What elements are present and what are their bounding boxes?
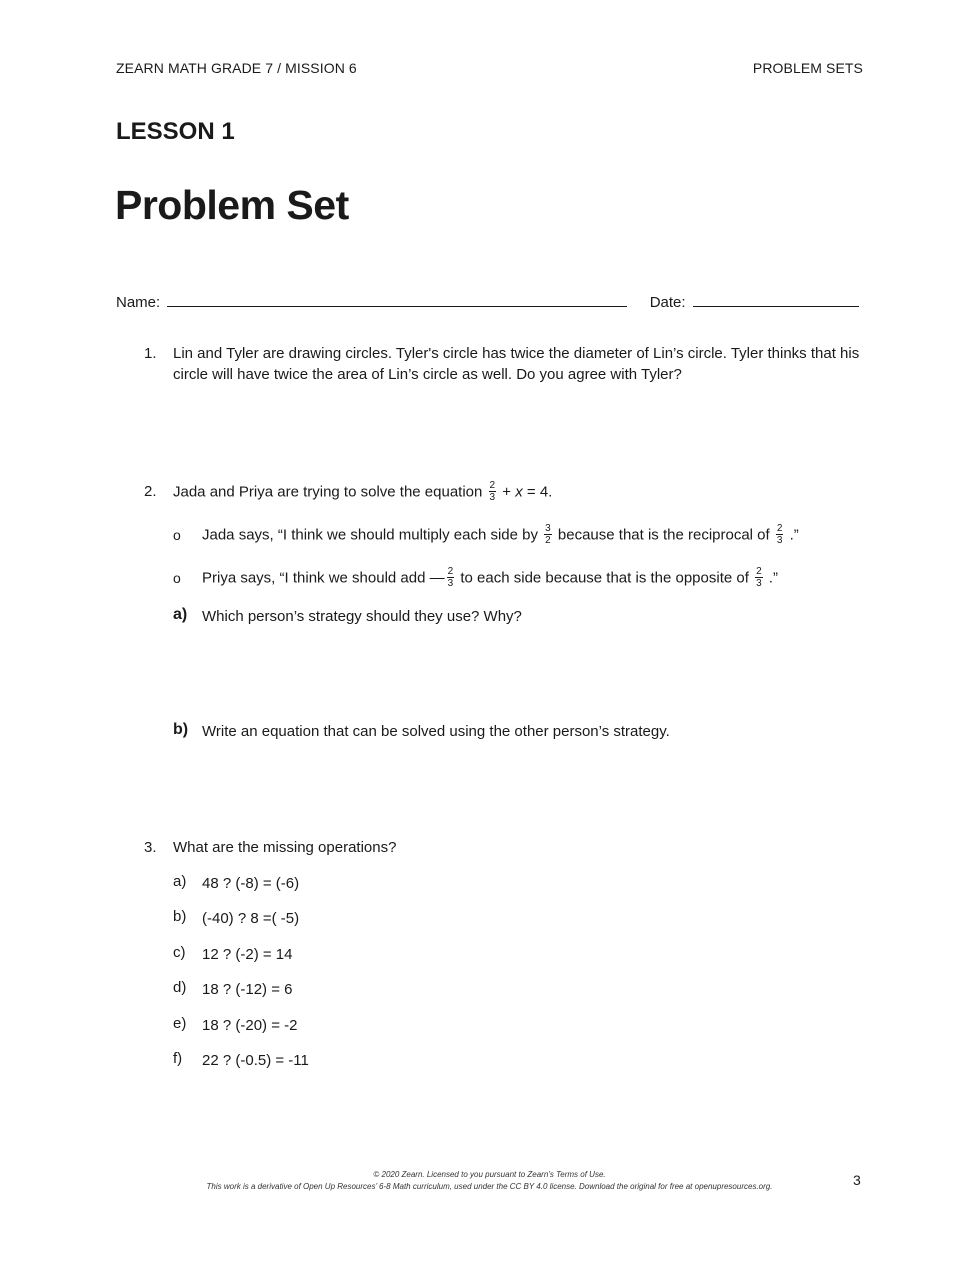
q3-item-text: 22 ? (-0.5) = -11 bbox=[202, 1052, 309, 1069]
fraction: $\frac{2}{3}$ bbox=[447, 566, 454, 589]
q2b-label: b) bbox=[173, 721, 189, 738]
q3-item-label: a) bbox=[173, 873, 187, 890]
lesson-heading: LESSON 1 bbox=[116, 118, 235, 145]
q3-item-text: 18 ? (-20) = -2 bbox=[202, 1017, 298, 1034]
q2b-text: Write an equation that can be solved using the other person’s strategy. bbox=[202, 723, 670, 740]
q3-item-label: c) bbox=[173, 944, 186, 961]
header-section-title: PROBLEM SETS bbox=[752, 60, 863, 76]
fraction: $\frac{3}{2}$ bbox=[545, 523, 551, 546]
name-date-row bbox=[116, 292, 859, 311]
page-title: Problem Set bbox=[115, 182, 349, 228]
name-field[interactable] bbox=[167, 292, 627, 307]
q2-intro: Jada and Priya are trying to solve the equation $\frac{2}{3}$ + x = 4. bbox=[173, 480, 553, 503]
fraction: $\frac{2}{3}$ bbox=[756, 566, 762, 589]
page-number: 3 bbox=[853, 1172, 861, 1188]
header-course-title: ZEARN MATH GRADE 7 / MISSION 6 bbox=[116, 60, 357, 76]
q3-item-label: e) bbox=[173, 1015, 187, 1032]
q3-item-text: 12 ? (-2) = 14 bbox=[202, 946, 293, 963]
name-label: Name: bbox=[116, 294, 161, 311]
q3-text: What are the missing operations? bbox=[173, 839, 397, 856]
q3-item-label: d) bbox=[173, 979, 187, 996]
q3-item-text: 18 ? (-12) = 6 bbox=[202, 981, 293, 998]
q3-item-label: b) bbox=[173, 908, 187, 925]
q1-text: Lin and Tyler are drawing circles. Tyler's circle has twice the diameter of Lin’s circle. Tyler thinks that his circle will have twice the area of Lin’s circle as well. Do you agree with Tyler? bbox=[173, 345, 860, 383]
footer-copyright: © 2020 Zearn. Licensed to you pursuant to Zearn’s Terms of Use. bbox=[373, 1170, 606, 1179]
q3-item-text: 48 ? (-8) = (-6) bbox=[202, 875, 300, 892]
fraction: $\frac{2}{3}$ bbox=[489, 480, 496, 503]
footer-license: This work is a derivative of Open Up Resources’ 6-8 Math curriculum, used under the CC BY 4.0 license. Download the original for free at openupresources.org. bbox=[206, 1182, 773, 1191]
bullet-icon: o bbox=[173, 527, 181, 543]
q2-jada-statement: Jada says, “I think we should multiply each side by $\frac{3}{2}$ because that is the reciprocal of $\frac{2}{3}$ .” bbox=[202, 523, 799, 546]
q2-intro-text: Jada and Priya are trying to solve the equation bbox=[173, 483, 483, 501]
q3-item-text: (-40) ? 8 =( -5) bbox=[202, 910, 300, 927]
q2-number: 2. bbox=[144, 483, 157, 500]
q2a-label: a) bbox=[173, 606, 188, 623]
bullet-icon: o bbox=[173, 570, 181, 586]
q3-number: 3. bbox=[144, 839, 157, 856]
fraction: $\frac{2}{3}$ bbox=[776, 523, 783, 546]
q2a-text: Which person’s strategy should they use? Why? bbox=[202, 608, 522, 625]
q1-number: 1. bbox=[144, 345, 157, 362]
date-field[interactable] bbox=[693, 292, 859, 307]
q2-priya-statement: Priya says, “I think we should add — $\frac{2}{3}$ to each side because that is the opposite of $\frac{2}{3}$ .” bbox=[202, 566, 778, 589]
q3-item-label: f) bbox=[173, 1050, 183, 1067]
variable-x: x bbox=[515, 483, 523, 501]
date-label: Date: bbox=[649, 294, 686, 311]
